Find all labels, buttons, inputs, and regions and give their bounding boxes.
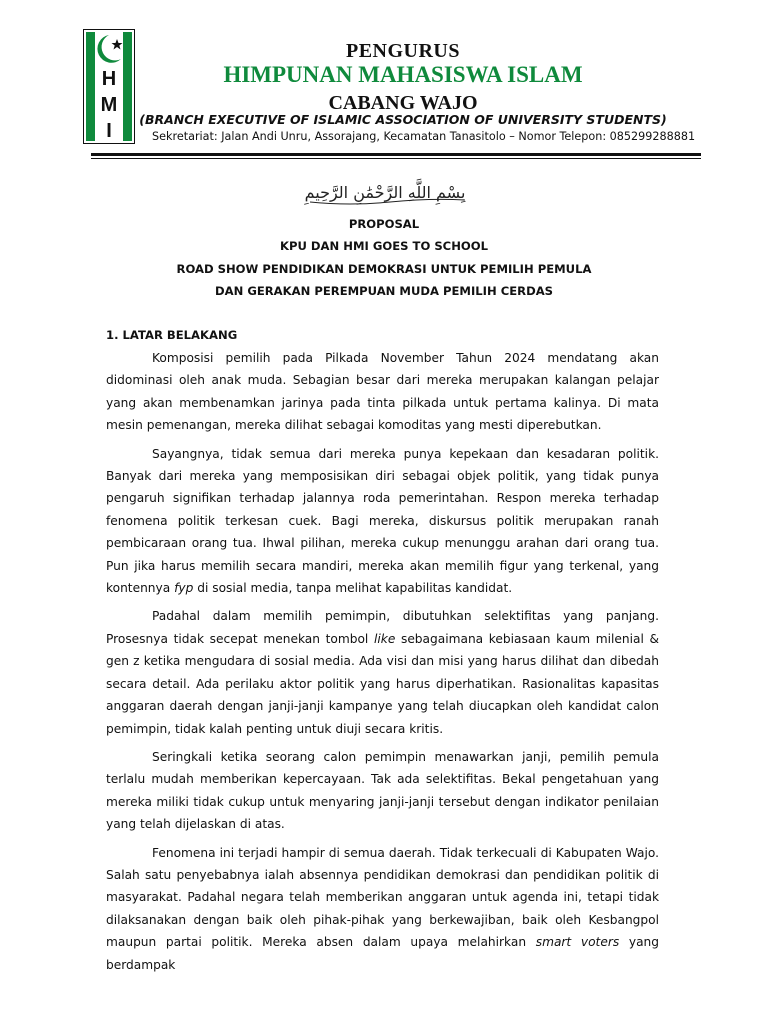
- body-text: [106, 347, 659, 982]
- paragraph-2: Sayangnya, tidak semua dari mereka punya kepekaan dan kesadaran politik. Banyak dari mereka yang memposisikan diri sebagai objek politik, yang tidak punya pengaruh signifikan terhadap jalannya roda pemerintahan. Respon mereka terhadap fenomena politik terkesan cuek. Bagi mereka, diskursus politik merupakan ranah pembicaraan orang tua. Ihwal pilihan, mereka cukup menunggu arahan dari orang tua. Pun jika harus memilih secara mandiri, mereka akan memilih figur yang terkenal, yang kontennya fyp di sosial media, tanpa melihat kapabilitas kandidat.: [106, 446, 659, 596]
- title-line-2: KPU DAN HMI GOES TO SCHOOL: [280, 239, 488, 253]
- header-rule-thin: [91, 158, 701, 159]
- paragraph-4: Seringkali ketika seorang calon pemimpin menawarkan janji, pemilih pemula terlalu mudah memberikan kepercayaan. Tak ada selektifitas. Bekal pengetahuan yang mereka miliki tidak cukup untuk menyaring janji-janji tersebut dengan indikator penilaian yang telah dijelaskan di atas.: [106, 749, 659, 832]
- paragraph-1: Komposisi pemilih pada Pilkada November Tahun 2024 mendatang akan didominasi oleh anak muda. Sebagian besar dari mereka merupakan kalangan pelajar yang akan membenamkan jarinya pada tinta pilkada untuk pertama kalinya. Di mata mesin pemenangan, mereka dilihat sebagai komoditas yang mesti diperebutkan.: [106, 351, 659, 433]
- title-line-4: DAN GERAKAN PEREMPUAN MUDA PEMILIH CERDAS: [214, 284, 554, 298]
- title-proposal: PROPOSAL: [348, 217, 420, 231]
- header-pengurus: PENGURUS: [345, 40, 460, 62]
- logo-letter-h: H: [101, 68, 117, 90]
- logo-letter-m: M: [100, 94, 118, 116]
- header-secretariat: Sekretariat: Jalan Andi Unru, Assorajang, Kecamatan Tanasitolo – Nomor Telepon: 085299288881: [152, 130, 696, 143]
- bismillah-text: بِسْمِ اللَّهِ الرَّحْمَٰنِ الرَّحِيمِ: [304, 183, 466, 202]
- header-organization: HIMPUNAN MAHASISWA ISLAM: [223, 62, 583, 87]
- header-branch-english: (BRANCH EXECUTIVE OF ISLAMIC ASSOCIATION OF UNIVERSITY STUDENTS): [139, 112, 667, 127]
- header-rule-thick: [91, 153, 701, 156]
- title-line-3: ROAD SHOW PENDIDIKAN DEMOKRASI UNTUK PEMILIH PEMULA: [176, 262, 592, 276]
- paragraph-3: Padahal dalam memilih pemimpin, dibutuhkan selektifitas yang panjang. Prosesnya tidak secepat menekan tombol like sebagaimana kebiasaan kaum milenial & gen z ketika mengudara di sosial media. Ada visi dan misi yang harus dilihat dan dibedah secara detail. Ada perilaku aktor politik yang harus diperhatikan. Rasionalitas kapasitas anggaran daerah dengan janji-janji kampanye yang telah diucapkan oleh kandidat calon pemimpin, tidak kalah penting untuk diuji secara kritis.: [106, 609, 659, 736]
- paragraph-5: Fenomena ini terjadi hampir di semua daerah. Tidak terkecuali di Kabupaten Wajo. Salah satu penyebabnya ialah absennya pendidikan demokrasi dan pendidikan politik di masyarakat. Padahal negara telah memberikan anggaran untuk agenda ini, tetapi tidak dilaksanakan dengan baik oleh pihak-pihak yang berkewajiban, baik oleh Kesbangpol maupun partai politik. Mereka absen dalam upaya melahirkan smart voters yang berdampak: [106, 845, 659, 972]
- header-branch: CABANG WAJO: [328, 92, 478, 114]
- section-heading: 1. LATAR BELAKANG: [106, 328, 238, 342]
- logo-letter-i: I: [106, 120, 112, 142]
- bismillah-calligraphy: [300, 176, 470, 208]
